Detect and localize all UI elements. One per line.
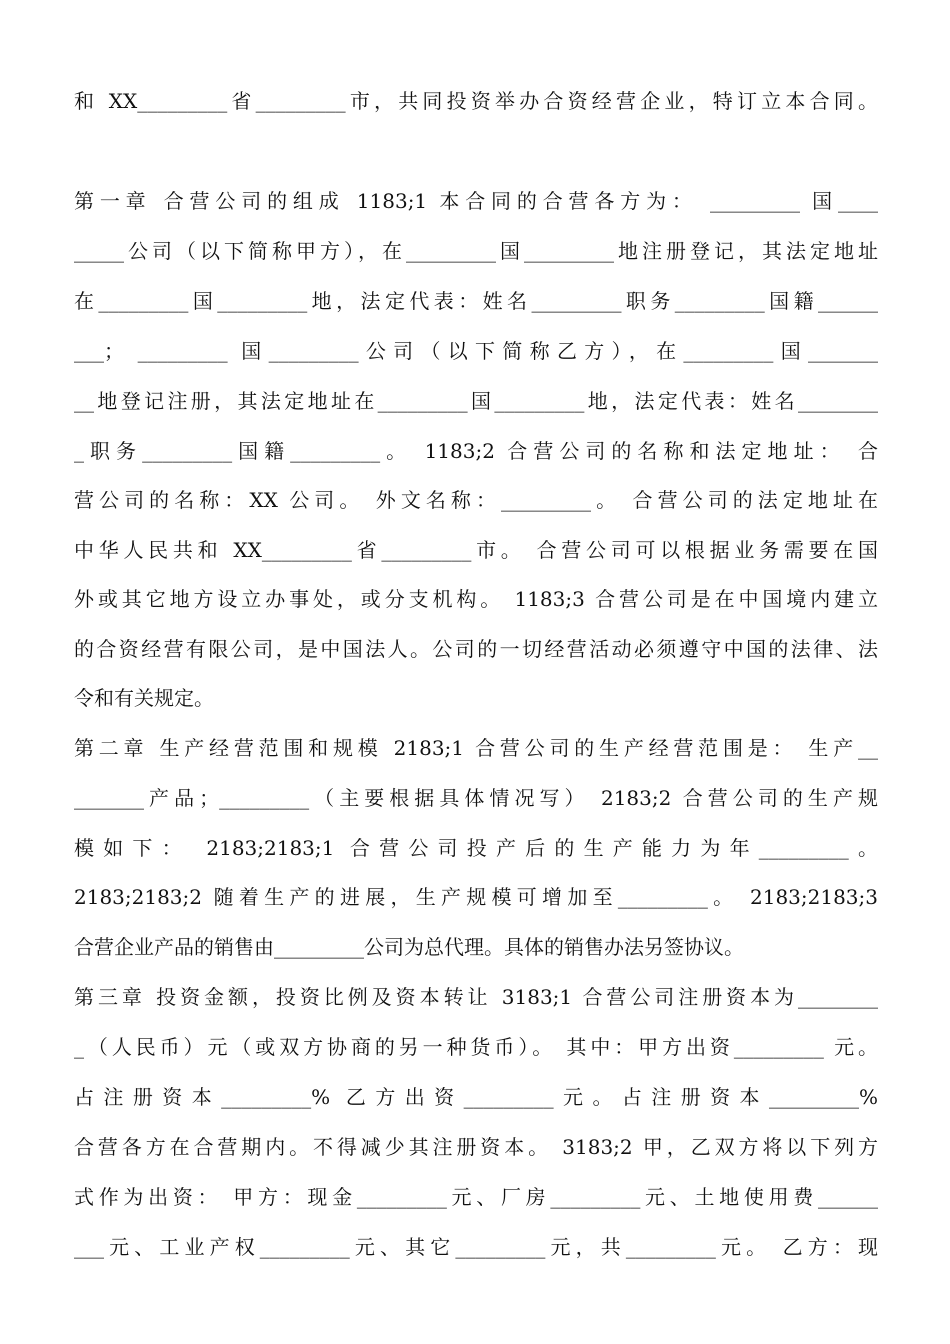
text-line: 第二章 生产经营范围和规模 2183;1 合营公司的生产经营范围是： 生产__ [74, 736, 878, 760]
text-line: 合营企业产品的销售由_________公司为总代理。具体的销售办法另签协议。 [74, 935, 744, 959]
text-line: 和 XX_________省_________市，共同投资举办合资经营企业，特订立本合同。 [74, 89, 878, 113]
text-line: _______产品；_________（主要根据具体情况写） 2183;2 合营公司的生产规 [74, 786, 878, 810]
text-line: _职务_________国籍_________。 1183;2 合营公司的名称和法定地址： 合 [74, 439, 878, 463]
text-line: 合营各方在合营期内。不得减少其注册资本。 3183;2 甲，乙双方将以下列方 [74, 1135, 878, 1159]
text-line: 令和有关规定。 [74, 686, 214, 710]
text-line: 式作为出资： 甲方：现金_________元、厂房_________元、土地使用费______ [74, 1185, 878, 1209]
text-line: _（人民币）元（或双方协商的另一种货币）。 其中：甲方出资_________ 元。 [74, 1035, 878, 1059]
text-line: ___； _________ 国_________公司（以下简称乙方），在_________国_______ [74, 339, 878, 363]
text-line: 第三章 投资金额，投资比例及资本转让 3183;1 合营公司注册资本为________ [74, 985, 878, 1009]
text-line: 的合资经营有限公司，是中国法人。公司的一切经营活动必须遵守中国的法律、法 [74, 637, 878, 661]
text-line: ___元、工业产权_________元、其它_________元，共_________元。 乙方：现 [74, 1235, 878, 1259]
text-line: 外或其它地方设立办事处，或分支机构。 1183;3 合营公司是在中国境内建立 [74, 587, 878, 611]
text-line: __地登记注册，其法定地址在_________国_________地，法定代表：姓名________ [74, 389, 878, 413]
text-line: 中华人民共和 XX_________省_________市。 合营公司可以根据业务需要在国 [74, 538, 878, 562]
text-line: _____公司（以下简称甲方），在_________国_________地注册登记，其法定地址 [74, 239, 878, 263]
text-line: 占注册资本_________% 乙方出资_________元。占注册资本_________% [74, 1085, 878, 1109]
text-line: 第一章 合营公司的组成 1183;1 本合同的合营各方为： _________ 国____ [74, 189, 878, 213]
text-line: 2183;2183;2 随着生产的进展，生产规模可增加至_________。 2183;2183;3 [74, 885, 878, 909]
text-line: 在_________国_________地，法定代表：姓名_________职务_________国籍______ [74, 289, 878, 313]
text-line: 模如下： 2183;2183;1 合营公司投产后的生产能力为年_________。 [74, 836, 878, 860]
text-line: 营公司的名称：XX 公司。 外文名称：_________。 合营公司的法定地址在 [74, 488, 878, 512]
